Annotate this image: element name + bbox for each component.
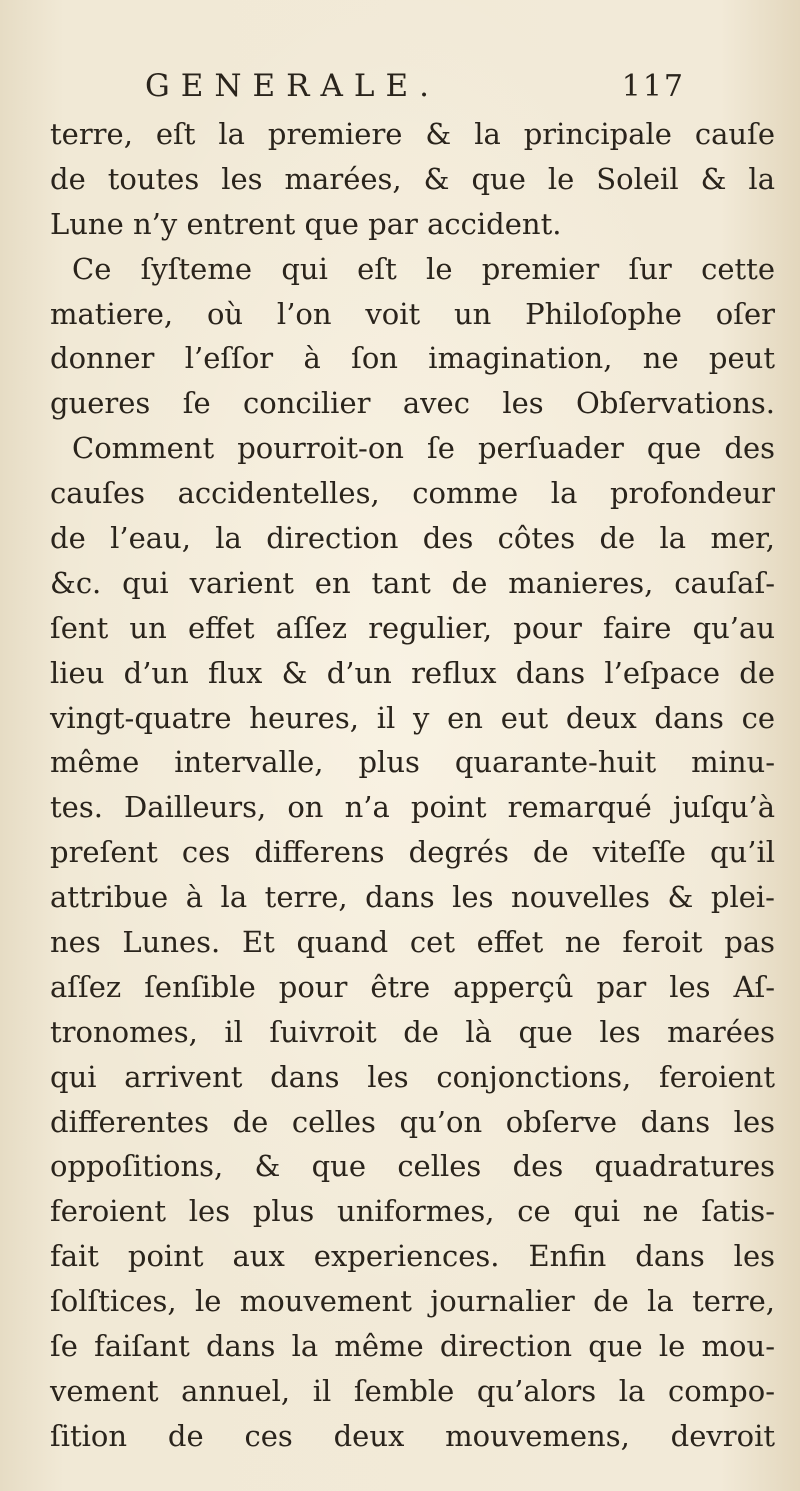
text-line: tes. Dailleurs, on n’a point remarqué juſqu’à <box>50 790 775 825</box>
text-line: ſolſtices, le mouvement journalier de la terre, <box>50 1284 775 1319</box>
text-line: preſent ces differens degrés de viteſſe qu’il <box>50 835 775 870</box>
text-line: de l’eau, la direction des côtes de la mer, <box>50 521 775 556</box>
text-line: ſition de ces deux mouvemens, devroit <box>50 1418 775 1453</box>
running-head <box>145 68 685 112</box>
text-line: de toutes les marées, & que le Soleil & la <box>50 161 775 196</box>
text-line: lieu d’un flux & d’un reflux dans l’eſpace de <box>50 655 775 690</box>
text-line: tronomes, il ſuivroit de là que les marées <box>50 1014 775 1049</box>
text-line: donner l’eſſor à ſon imagination, ne peut <box>50 341 775 376</box>
body-text <box>50 112 775 1459</box>
page-number: 117 <box>621 69 685 104</box>
text-line: matiere, où l’on voit un Philoſophe oſer <box>50 296 775 331</box>
text-line: fait point aux experiences. Enfin dans les <box>50 1239 775 1274</box>
text-line: attribue à la terre, dans les nouvelles & plei- <box>50 880 775 915</box>
text-line: Lune n’y entrent que par accident. <box>50 206 562 241</box>
text-line: Comment pourroit-on ſe perſuader que des <box>72 431 775 466</box>
text-line: &c. qui varient en tant de manieres, cauſaſ- <box>50 565 775 600</box>
text-line: qui arrivent dans les conjonctions, feroient <box>50 1059 775 1094</box>
text-line: même intervalle, plus quarante-huit minu- <box>50 745 775 780</box>
text-line: aſſez ſenſible pour être apperçû par les Aſ- <box>50 969 775 1004</box>
text-line: ſe faiſant dans la même direction que le mou- <box>50 1329 775 1364</box>
text-line: Ce ſyſteme qui eſt le premier ſur cette <box>72 251 775 286</box>
text-line: vingt-quatre heures, il y en eut deux dans ce <box>50 700 775 735</box>
text-line: gueres ſe concilier avec les Obſervations. <box>50 386 775 421</box>
text-line: differentes de celles qu’on obſerve dans les <box>50 1104 775 1139</box>
text-line: terre, eſt la premiere & la principale cauſe <box>50 117 775 151</box>
text-line: feroient les plus uniformes, ce qui ne ſatis- <box>50 1194 775 1229</box>
text-line: nes Lunes. Et quand cet effet ne feroit pas <box>50 925 775 960</box>
text-line: oppoſitions, & que celles des quadratures <box>50 1149 775 1184</box>
running-title: GENERALE. <box>145 68 440 104</box>
text-line: vement annuel, il ſemble qu’alors la compo- <box>50 1373 775 1408</box>
text-line: cauſes accidentelles, comme la profondeur <box>50 476 775 511</box>
text-line: ſent un effet aſſez regulier, pour faire qu’au <box>50 610 775 645</box>
